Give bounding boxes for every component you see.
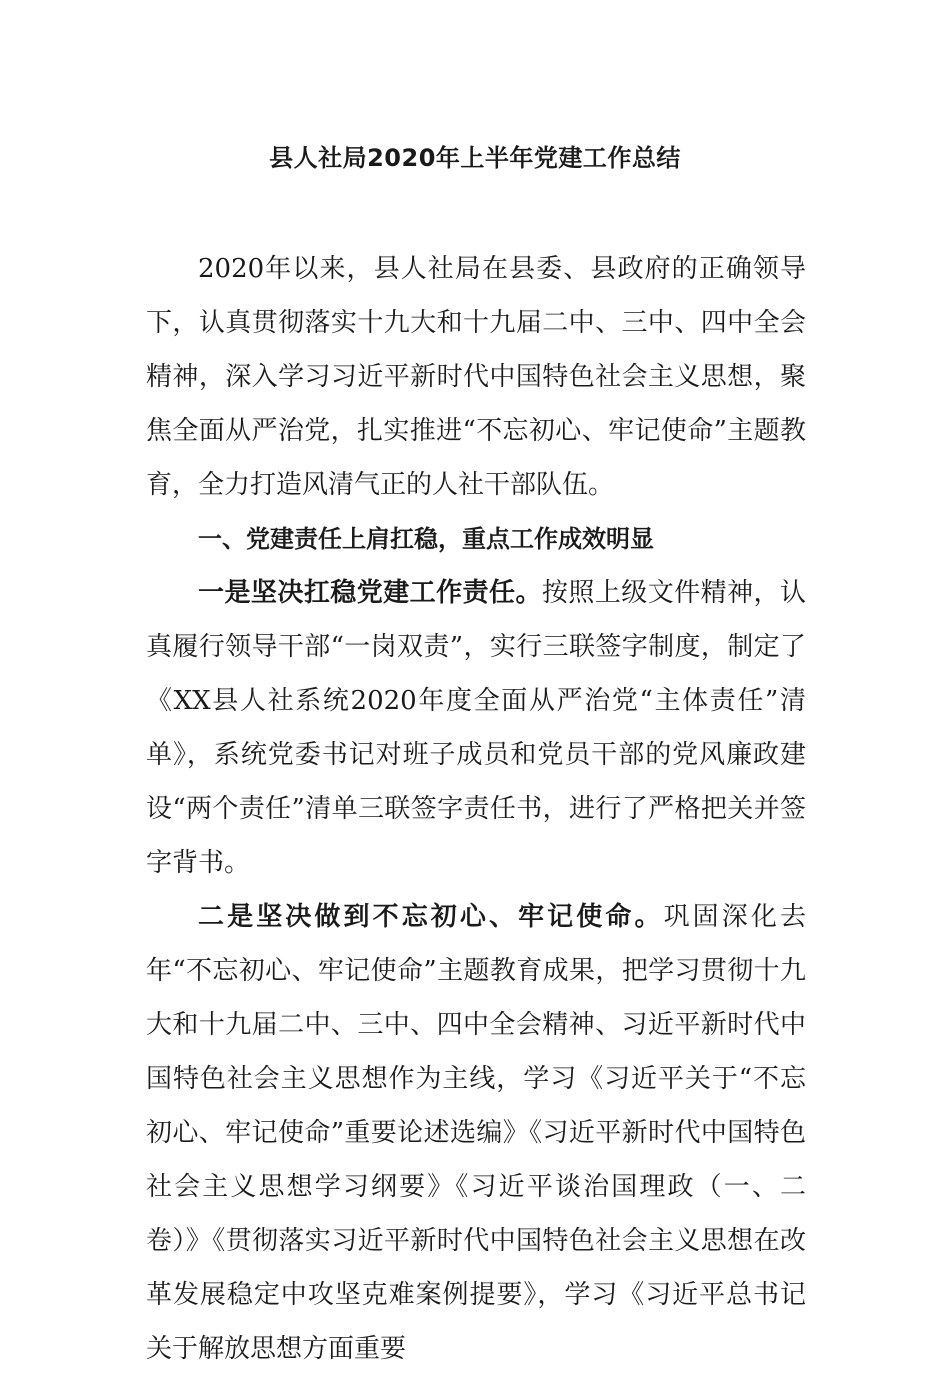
item-text-1: 按照上级文件精神，认真履行领导干部“一岗双责”，实行三联签字制度，制定了《XX县人社系统2020年度全面从严治党“主体责任”清单》，系统党委书记对班子成员和党员干部的党风廉政建设“两个责任”清单三联签字责任书，进行了严格把关并签字背书。	[146, 578, 806, 878]
document-body	[146, 242, 806, 1376]
item-paragraph-1	[146, 566, 806, 890]
item-lead-2: 二是坚决做到不忘初心、牢记使命。	[198, 902, 664, 932]
intro-paragraph: 2020年以来，县人社局在县委、县政府的正确领导下，认真贯彻落实十九大和十九届二中、三中、四中全会精神，深入学习习近平新时代中国特色社会主义思想，聚焦全面从严治党，扎实推进“不忘初心、牢记使命”主题教育，全力打造风清气正的人社干部队伍。	[146, 254, 806, 500]
section-heading-1: 一、党建责任上肩扛稳，重点工作成效明显	[198, 525, 654, 553]
item-paragraph-2	[146, 890, 806, 1376]
document-title: 县人社局2020年上半年党建工作总结	[269, 144, 681, 172]
item-text-2: 巩固深化去年“不忘初心、牢记使命”主题教育成果，把学习贯彻十九大和十九届二中、三中、四中全会精神、习近平新时代中国特色社会主义思想作为主线，学习《习近平关于“不忘初心、牢记使命”重要论述选编》《习近平新时代中国特色社会主义思想学习纲要》《习近平谈治国理政（一、二卷）》《贯彻落实习近平新时代中国特色社会主义思想在改革发展稳定中攻坚克难案例提要》，学习《习近平总书记关于解放思想方面重要	[146, 902, 806, 1364]
item-lead-1: 一是坚决扛稳党建工作责任。	[198, 578, 542, 608]
